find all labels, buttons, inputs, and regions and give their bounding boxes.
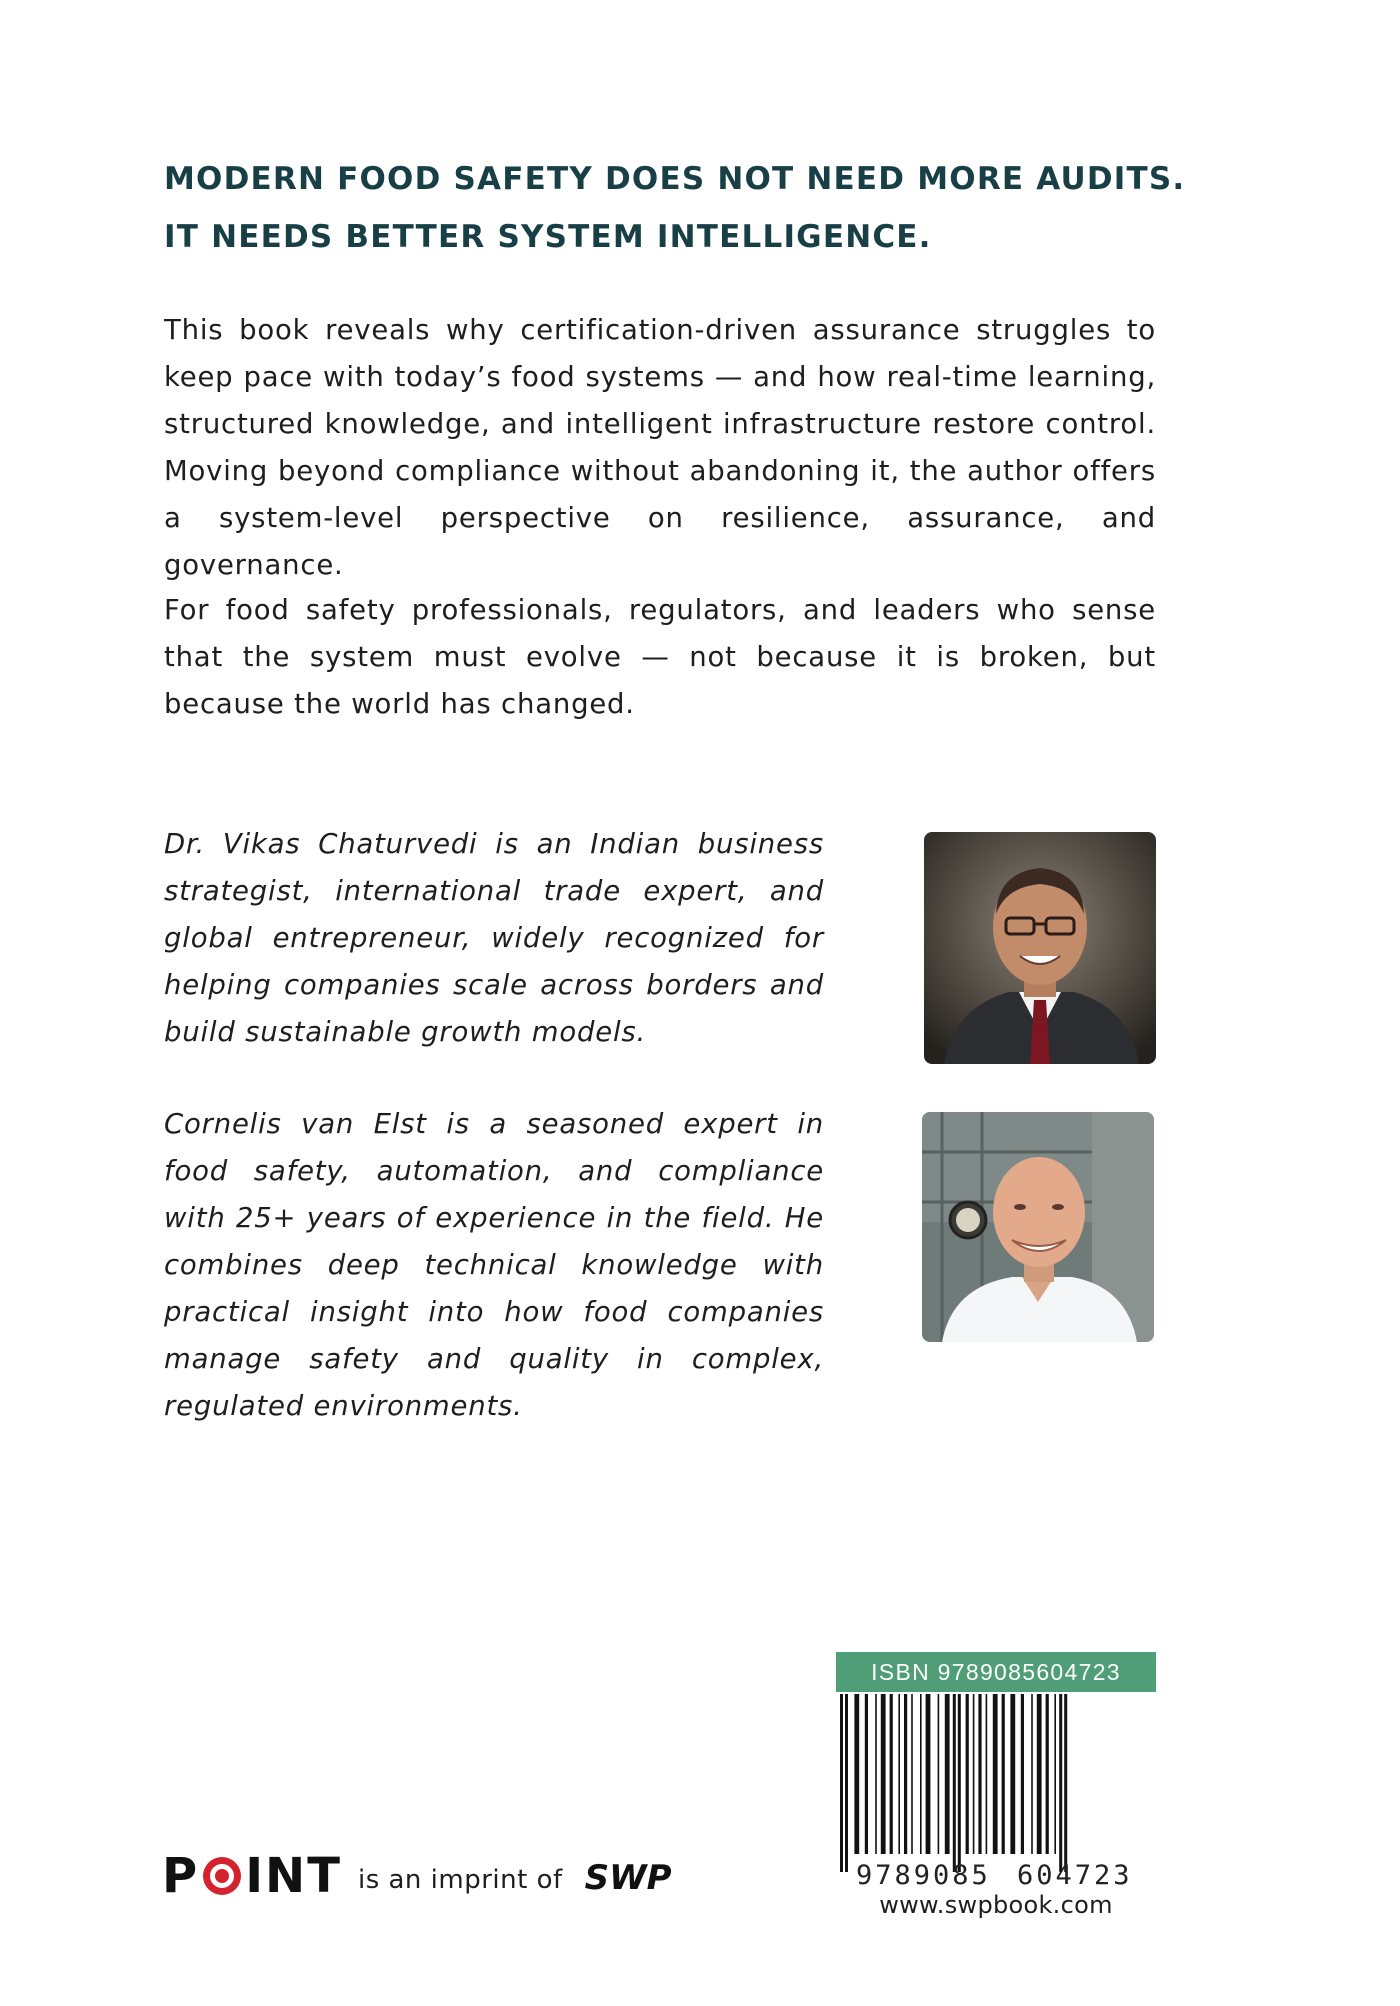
headline-line-1: MODERN FOOD SAFETY DOES NOT NEED MORE AUDITS. [164, 161, 1186, 197]
barcode-guard-bar [840, 1694, 843, 1872]
barcode-bar [890, 1694, 893, 1854]
barcode-bar [865, 1694, 868, 1854]
barcode-bars [836, 1694, 1156, 1874]
headline-line-2: IT NEEDS BETTER SYSTEM INTELLIGENCE. [164, 219, 932, 255]
headline [164, 150, 1264, 266]
barcode-bar [945, 1694, 950, 1854]
barcode-digits-left: 9789085 [856, 1860, 991, 1891]
barcode-bar [1002, 1694, 1005, 1854]
barcode-bar [881, 1694, 886, 1854]
intro-paragraph-1: This book reveals why certification-driven assurance struggles to keep pace with today’s food systems — and how real-time learning, structured knowledge, and intelligent infrastructure restore control. Moving beyond compliance without abandoning it, the author offers a system-level perspective on resilience, assurance, and governance. [164, 314, 1156, 581]
author-bio-chaturvedi: Dr. Vikas Chaturvedi is an Indian business strategist, international trade expert, and global entrepreneur, widely recognized for helping companies scale across borders and build sustainable growth models. [164, 828, 824, 1048]
barcode-bar [920, 1694, 922, 1854]
barcode-bar [966, 1694, 969, 1854]
barcode-bar [1031, 1694, 1033, 1854]
target-icon [202, 1856, 242, 1896]
swp-logo: SWP [584, 1858, 672, 1898]
barcode-bar [926, 1694, 931, 1854]
barcode-guard-bar [1064, 1694, 1067, 1872]
barcode-bar [1046, 1694, 1049, 1854]
barcode-guard-bar [958, 1694, 961, 1872]
imprint-line [162, 1846, 672, 1904]
barcode-bar [1010, 1694, 1015, 1854]
barcode-bar [854, 1694, 859, 1854]
publisher-website: www.swpbook.com [879, 1891, 1113, 1919]
barcode-bar [973, 1694, 975, 1854]
isbn-label: ISBN 9789085604723 [836, 1652, 1156, 1692]
barcode-bar [1021, 1694, 1024, 1854]
barcode-bar [875, 1694, 877, 1854]
barcode-bar [904, 1694, 907, 1854]
author-photo-chaturvedi [924, 832, 1156, 1064]
author-bio-van-elst: Cornelis van Elst is a seasoned expert in food safety, automation, and compliance with 25+ years of experience in the field. He combines deep technical knowledge with practical insight into how food companies manage safety and quality in complex, regulated environments. [164, 1108, 824, 1422]
barcode-digits-right: 604723 [1017, 1860, 1133, 1891]
barcode-bar [1037, 1694, 1042, 1854]
author-photo-van-elst [922, 1112, 1154, 1342]
intro-paragraph-2: For food safety professionals, regulators, and leaders who sense that the system must evolve — not because it is broken, but because the world has changed. [164, 594, 1156, 720]
barcode-bar [911, 1694, 913, 1854]
barcode-guard-bar [953, 1694, 956, 1872]
barcode-bar [1054, 1694, 1056, 1854]
barcode-guard-bar [1059, 1694, 1062, 1872]
barcode-guard-bar [845, 1694, 848, 1872]
isbn-barcode [836, 1652, 1156, 1891]
point-logo: P INT [162, 1848, 342, 1904]
barcode-bar [986, 1694, 988, 1854]
barcode-bar [938, 1694, 940, 1854]
imprint-text: is an imprint of [357, 1865, 563, 1895]
barcode-bar [898, 1694, 900, 1854]
barcode-bar [978, 1694, 981, 1854]
barcode-bar [993, 1694, 998, 1854]
